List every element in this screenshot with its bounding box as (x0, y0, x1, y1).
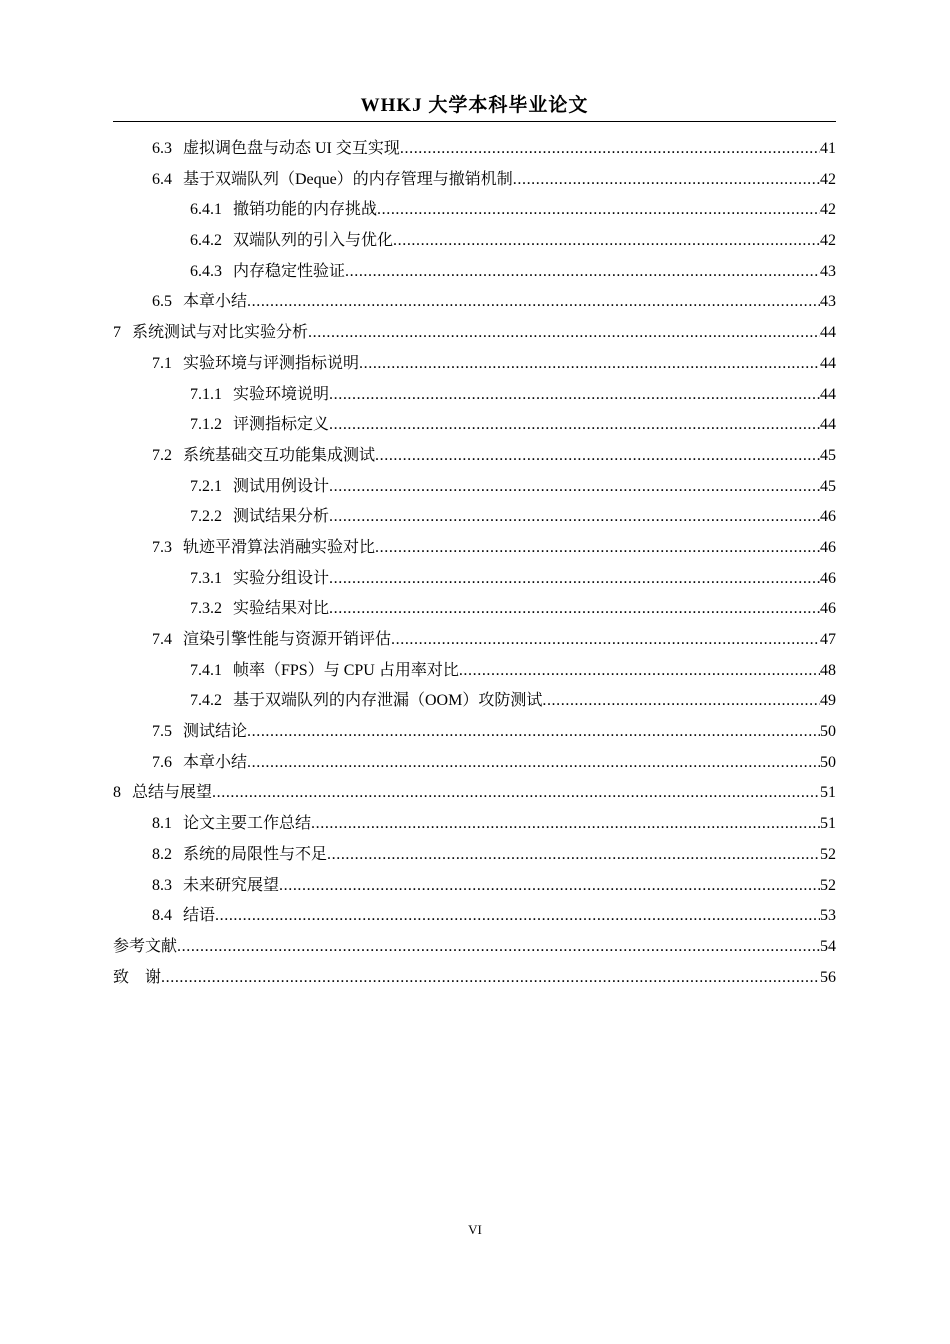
toc-entry-page: 53 (820, 907, 836, 925)
toc-entry-title: 轨迹平滑算法消融实验对比 (183, 538, 376, 556)
toc-entry-number: 7.6 (152, 753, 172, 771)
toc-entry-title: 总结与展望 (132, 784, 213, 802)
toc-entry[interactable] (113, 287, 836, 318)
toc-entry-title: 系统的局限性与不足 (183, 845, 328, 863)
toc-dot-leader (542, 686, 820, 717)
toc-entry-number: 6.4 (152, 170, 172, 188)
toc-dot-leader (329, 410, 820, 441)
toc-entry-page: 44 (820, 324, 836, 342)
toc-entry[interactable] (113, 840, 836, 871)
toc-dot-leader (400, 134, 820, 165)
toc-dot-leader (215, 901, 820, 932)
toc-entry-number: 6.5 (152, 293, 172, 311)
toc-entry[interactable] (113, 165, 836, 196)
toc-dot-leader (311, 809, 820, 840)
toc-entry-title: 评测指标定义 (233, 416, 330, 434)
toc-entry-page: 46 (820, 508, 836, 526)
toc-dot-leader (308, 318, 820, 349)
toc-entry-title: 本章小结 (183, 293, 248, 311)
toc-entry-title: 系统基础交互功能集成测试 (183, 446, 376, 464)
toc-entry-title: 基于双端队列（Deque）的内存管理与撤销机制 (183, 170, 513, 188)
toc-entry-title: 撤销功能的内存挑战 (233, 201, 378, 219)
toc-entry-title: 结语 (183, 907, 216, 925)
toc-entry-number: 8 (113, 784, 121, 802)
toc-entry-page: 42 (820, 201, 836, 219)
toc-entry-page: 51 (820, 784, 836, 802)
toc-entry-title: 系统测试与对比实验分析 (132, 324, 309, 342)
toc-entry-title: 测试结果分析 (233, 508, 330, 526)
toc-dot-leader (375, 441, 820, 472)
toc-entry-page: 48 (820, 661, 836, 679)
toc-entry[interactable] (113, 349, 836, 380)
toc-entry-title: 实验分组设计 (233, 569, 330, 587)
toc-dot-leader (375, 533, 820, 564)
toc-entry-page: 52 (820, 845, 836, 863)
toc-entry-title: 实验环境说明 (233, 385, 330, 403)
toc-entry-title: 双端队列的引入与优化 (233, 232, 394, 250)
toc-dot-leader (161, 963, 820, 994)
toc-entry-title: 本章小结 (183, 753, 248, 771)
toc-entry-page: 50 (820, 753, 836, 771)
toc-entry-title: 内存稳定性验证 (233, 262, 346, 280)
toc-entry-number: 7.2 (152, 446, 172, 464)
toc-entry-page: 43 (820, 262, 836, 280)
toc-entry-title: 实验环境与评测指标说明 (183, 354, 360, 372)
toc-entry-number: 6.3 (152, 140, 172, 157)
toc-entry[interactable] (113, 809, 836, 840)
toc-entry[interactable] (113, 686, 836, 717)
toc-entry-page: 50 (820, 723, 836, 741)
toc-entry[interactable] (113, 318, 836, 349)
toc-entry-number: 8.4 (152, 907, 172, 925)
page-header (113, 93, 836, 122)
toc-entry-title: 论文主要工作总结 (183, 815, 312, 833)
toc-entry[interactable] (113, 257, 836, 288)
toc-entry-page: 44 (820, 416, 836, 434)
toc-entry[interactable] (113, 656, 836, 687)
toc-entry[interactable] (113, 778, 836, 809)
toc-entry-number: 6.4.1 (190, 201, 222, 219)
toc-entry-title: 渲染引擎性能与资源开销评估 (183, 631, 392, 648)
toc-entry-page: 44 (820, 354, 836, 372)
toc-entry[interactable] (113, 871, 836, 902)
toc-dot-leader (247, 717, 820, 748)
toc-entry-page: 41 (820, 140, 836, 157)
toc-entry[interactable] (113, 932, 836, 963)
toc-entry-number: 8.3 (152, 876, 172, 894)
toc-entry-number: 7.2.1 (190, 477, 222, 495)
toc-entry-number: 7.1 (152, 354, 172, 372)
toc-dot-leader (377, 195, 820, 226)
toc-entry-number: 7.2.2 (190, 508, 222, 526)
toc-entry-page: 42 (820, 170, 836, 188)
toc-entry[interactable] (113, 717, 836, 748)
toc-entry-page: 54 (820, 937, 836, 955)
toc-entry-page: 42 (820, 232, 836, 250)
toc-entry-page: 46 (820, 600, 836, 618)
toc-dot-leader (359, 349, 820, 380)
toc-entry[interactable] (113, 748, 836, 779)
toc-entry-title: 参考文献 (113, 937, 178, 955)
toc-entry[interactable] (113, 195, 836, 226)
toc-entry[interactable] (113, 134, 836, 165)
toc-entry-page: 52 (820, 876, 836, 894)
toc-dot-leader (329, 594, 820, 625)
toc-entry-number: 7 (113, 324, 121, 342)
toc-entry-page: 45 (820, 446, 836, 464)
toc-dot-leader (459, 656, 820, 687)
toc-entry-number: 8.2 (152, 845, 172, 863)
toc-entry-number: 6.4.2 (190, 232, 222, 250)
toc-entry[interactable] (113, 564, 836, 595)
toc-dot-leader (247, 748, 820, 779)
toc-dot-leader (513, 165, 820, 196)
toc-entry[interactable] (113, 625, 836, 656)
toc-dot-leader (345, 257, 820, 288)
toc-entry[interactable] (113, 901, 836, 932)
toc-entry-title: 测试用例设计 (233, 477, 330, 495)
toc-entry-number: 8.1 (152, 815, 172, 833)
toc-entry-page: 56 (820, 968, 836, 986)
toc-dot-leader (327, 840, 820, 871)
toc-entry-page: 47 (820, 631, 836, 648)
toc-entry-number: 7.4 (152, 631, 172, 648)
toc-entry-page: 43 (820, 293, 836, 311)
toc-entry[interactable] (113, 380, 836, 411)
toc-entry-page: 49 (820, 692, 836, 710)
toc-dot-leader (329, 502, 820, 533)
toc-entry-number: 7.3 (152, 538, 172, 556)
table-of-contents (113, 134, 836, 993)
toc-dot-leader (279, 871, 820, 902)
toc-dot-leader (247, 287, 820, 318)
toc-entry-title: 帧率（FPS）与 CPU 占用率对比 (233, 661, 459, 679)
toc-entry-title: 测试结论 (183, 723, 248, 741)
toc-entry[interactable] (113, 441, 836, 472)
toc-entry[interactable] (113, 594, 836, 625)
page-header-title: WHKJ 大学本科毕业论文 (360, 95, 589, 116)
toc-entry-number: 7.1.2 (190, 416, 222, 434)
toc-entry-number: 7.4.1 (190, 661, 222, 679)
toc-dot-leader (329, 472, 820, 503)
toc-entry-title: 虚拟调色盘与动态 UI 交互实现 (183, 140, 400, 157)
toc-entry-number: 7.1.1 (190, 385, 222, 403)
toc-dot-leader (393, 226, 820, 257)
toc-entry[interactable] (113, 502, 836, 533)
toc-entry-number: 7.5 (152, 723, 172, 741)
toc-entry-title: 致 谢 (113, 968, 162, 986)
toc-dot-leader (329, 380, 820, 411)
toc-entry-page: 46 (820, 538, 836, 556)
toc-entry-page: 45 (820, 477, 836, 495)
toc-entry-title: 基于双端队列的内存泄漏（OOM）攻防测试 (233, 692, 543, 710)
toc-entry-page: 46 (820, 569, 836, 587)
toc-entry[interactable] (113, 533, 836, 564)
toc-dot-leader (177, 932, 820, 963)
toc-entry-number: 7.3.1 (190, 569, 222, 587)
toc-dot-leader (329, 564, 820, 595)
toc-entry[interactable] (113, 963, 836, 994)
toc-entry[interactable] (113, 472, 836, 503)
page-number: VI (468, 1222, 482, 1237)
toc-entry-number: 6.4.3 (190, 262, 222, 280)
toc-entry-number: 7.4.2 (190, 692, 222, 710)
toc-dot-leader (391, 625, 820, 656)
toc-entry-number: 7.3.2 (190, 600, 222, 618)
toc-entry[interactable] (113, 226, 836, 257)
toc-entry-title: 实验结果对比 (233, 600, 330, 618)
toc-entry-page: 44 (820, 385, 836, 403)
toc-entry-page: 51 (820, 815, 836, 833)
toc-dot-leader (212, 778, 820, 809)
toc-entry[interactable] (113, 410, 836, 441)
toc-entry-title: 未来研究展望 (183, 876, 280, 894)
